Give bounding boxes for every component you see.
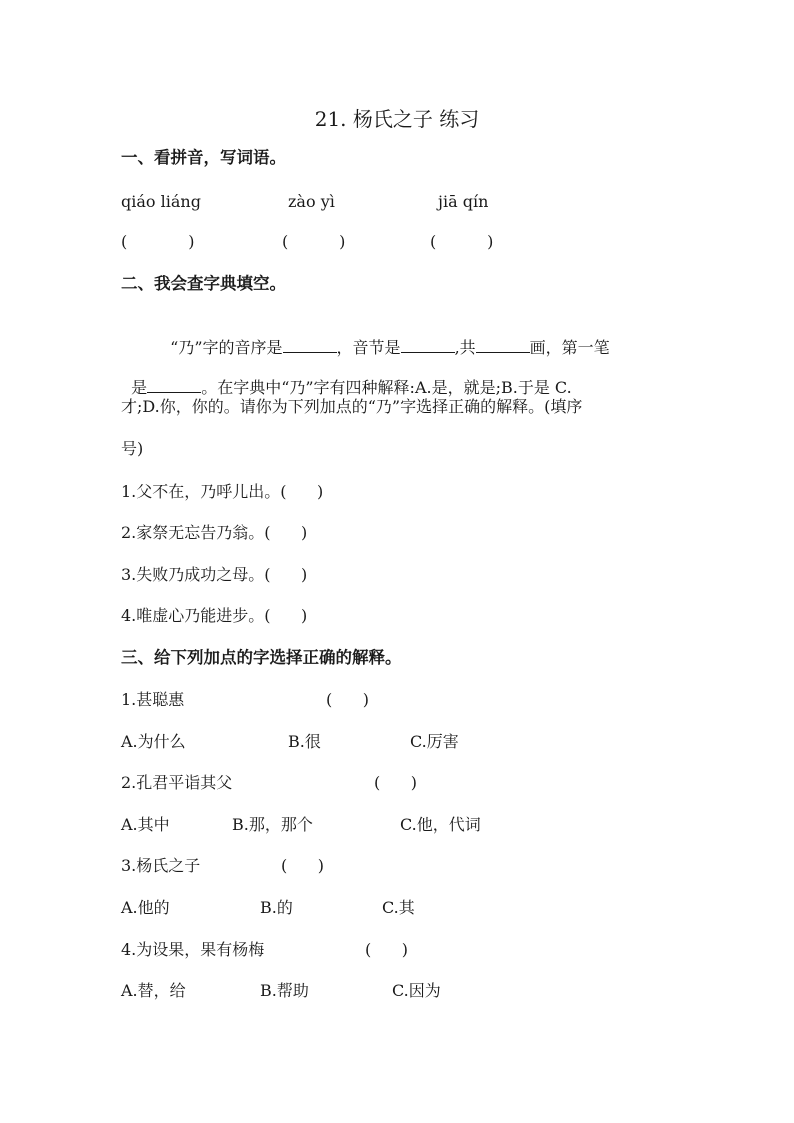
- para-text: 。在字典中“乃”字有四种解释:A.是，就是;B.于是 C.: [201, 378, 572, 397]
- option: A.其中: [121, 815, 170, 834]
- question: 2.孔君平诣其父: [121, 773, 233, 792]
- option: A.他的: [121, 898, 170, 917]
- answer-paren[interactable]: ( ): [326, 690, 369, 709]
- question: 4.为设果，果有杨梅: [121, 940, 265, 959]
- fill-blank[interactable]: [401, 337, 455, 353]
- paragraph-line-3: 才;D.你，你的。请你为下列加点的“乃”字选择正确的解释。(填序: [121, 397, 583, 416]
- question: 1.甚聪惠: [121, 690, 185, 709]
- answer-paren[interactable]: ( ): [374, 773, 417, 792]
- option: C.他，代词: [400, 815, 481, 834]
- list-item: 3.失败乃成功之母。( ): [121, 565, 308, 584]
- option: C.因为: [392, 981, 441, 1000]
- fill-blank[interactable]: [476, 337, 530, 353]
- list-item: 4.唯虚心乃能进步。( ): [121, 606, 308, 625]
- answer-paren[interactable]: ( ): [281, 856, 324, 875]
- para-text: “乃”字的音序是: [170, 338, 283, 357]
- answer-box-1[interactable]: ( ): [121, 232, 195, 251]
- paragraph-line-2: [121, 357, 572, 398]
- para-text: ,共: [454, 338, 476, 357]
- section-2-heading: 二、我会查字典填空。: [121, 274, 286, 293]
- question: 3.杨氏之子: [121, 856, 201, 875]
- fill-blank[interactable]: [283, 337, 337, 353]
- pinyin-3: jiā qín: [438, 192, 489, 211]
- fill-blank[interactable]: [147, 377, 201, 393]
- option: A.为什么: [121, 732, 186, 751]
- option: C.厉害: [410, 732, 459, 751]
- paragraph-line-4: 号): [121, 439, 144, 458]
- option: B.帮助: [260, 981, 309, 1000]
- option: B.的: [260, 898, 293, 917]
- pinyin-2: zào yì: [288, 192, 335, 211]
- answer-paren[interactable]: ( ): [365, 940, 408, 959]
- para-text: 画，第一笔: [529, 338, 610, 357]
- paragraph-line-1: [160, 317, 610, 358]
- option: B.那，那个: [232, 815, 313, 834]
- section-1-heading: 一、看拼音，写词语。: [121, 148, 286, 167]
- option: C.其: [382, 898, 415, 917]
- page-title: 21. 杨氏之子 练习: [314, 107, 480, 131]
- pinyin-1: qiáo liáng: [121, 192, 201, 211]
- option: A.替，给: [121, 981, 186, 1000]
- list-item: 2.家祭无忘告乃翁。( ): [121, 523, 308, 542]
- para-text: 是: [131, 378, 148, 397]
- list-item: 1.父不在，乃呼儿出。( ): [121, 482, 324, 501]
- answer-box-3[interactable]: ( ): [430, 232, 494, 251]
- answer-box-2[interactable]: ( ): [282, 232, 346, 251]
- para-text: ，音节是: [336, 338, 401, 357]
- option: B.很: [288, 732, 321, 751]
- section-3-heading: 三、给下列加点的字选择正确的解释。: [121, 648, 402, 667]
